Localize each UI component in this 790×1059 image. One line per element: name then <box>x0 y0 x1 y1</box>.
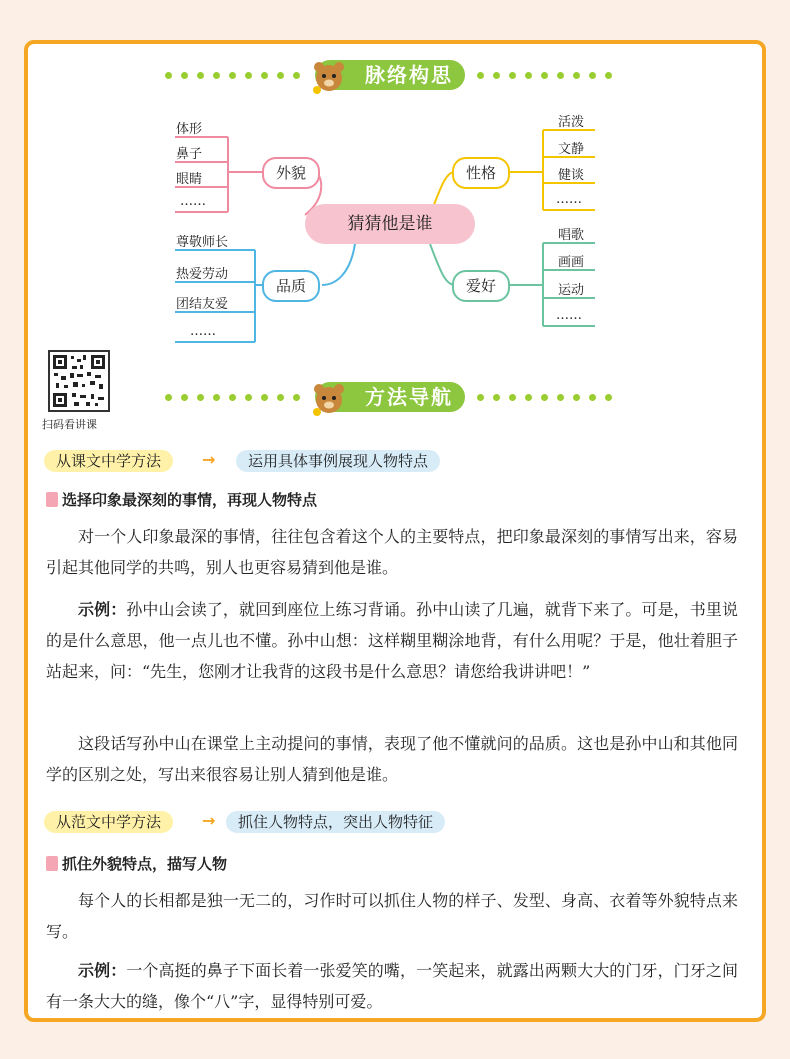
qr-icon <box>50 352 108 410</box>
method1-subhead <box>46 489 317 510</box>
leaf-quality-2: 热爱劳动 <box>176 267 229 282</box>
method1-example-label: 示例： <box>78 600 127 619</box>
method2-arrow-icon: → <box>202 811 216 830</box>
leaf-personality-4: …… <box>556 192 582 207</box>
node-hobby: 爱好 <box>452 270 510 302</box>
leaf-quality-3: 团结友爱 <box>176 297 229 312</box>
mindmap-center: 猜猜他是谁 <box>305 204 475 244</box>
method2-example <box>46 955 738 1017</box>
leaf-personality-1: 活泼 <box>558 115 585 130</box>
method1-example <box>46 594 738 687</box>
method2-source: 从范文中学方法 <box>44 811 173 833</box>
bear-icon <box>309 378 349 418</box>
leaf-appearance-4: …… <box>180 194 206 209</box>
leaf-hobby-1: 唱歌 <box>558 228 585 243</box>
node-quality: 品质 <box>262 270 320 302</box>
leaf-quality-4: …… <box>190 324 216 339</box>
dots-left-2 <box>165 394 300 402</box>
leaf-personality-3: 健谈 <box>558 168 585 183</box>
method1-arrow-icon: → <box>202 450 216 469</box>
method2-example-label: 示例： <box>78 961 127 980</box>
method2-subhead <box>46 853 227 874</box>
mindmap-title-text: 脉络构思 <box>365 63 453 87</box>
node-personality: 性格 <box>452 157 510 189</box>
leaf-hobby-3: 运动 <box>558 283 585 298</box>
method1-subhead-text: 选择印象最深刻的事情，再现人物特点 <box>62 491 318 509</box>
method1-example-text: 孙中山会读了，就回到座位上练习背诵。孙中山读了几遍，就背下来了。可是，书里说的是什么意思，他一点儿也不懂。孙中山想：这样糊里糊涂地背，有什么用呢？于是，他壮着胆子站起来，问：“先生，您刚才让我背的这段书是什么意思？请您给我讲讲吧！” <box>46 600 738 681</box>
method1-paragraph-3: 这段话写孙中山在课堂上主动提问的事情，表现了他不懂就问的品质。这也是孙中山和其他同学的区别之处，写出来很容易让别人猜到他是谁。 <box>46 734 738 784</box>
leaf-hobby-2: 画画 <box>558 255 585 270</box>
method2-target: 抓住人物特点，突出人物特征 <box>226 811 445 833</box>
leaf-quality-1: 尊敬师长 <box>176 235 229 250</box>
method2-subhead-text: 抓住外貌特点，描写人物 <box>62 855 228 873</box>
bookmark-icon <box>46 856 58 871</box>
leaf-appearance-1: 体形 <box>176 122 203 137</box>
method1-target: 运用具体事例展现人物特点 <box>236 450 440 472</box>
leaf-hobby-4: …… <box>556 308 582 323</box>
method-title-text: 方法导航 <box>365 385 453 409</box>
method2-paragraph-1: 每个人的长相都是独一无二的，习作时可以抓住人物的样子、发型、身高、衣着等外貌特点来写。 <box>46 891 738 941</box>
leaf-personality-2: 文静 <box>558 142 585 157</box>
method-banner <box>165 380 625 416</box>
bookmark-icon <box>46 492 58 507</box>
dots-right-2 <box>477 394 612 402</box>
node-appearance: 外貌 <box>262 157 320 189</box>
qr-caption: 扫码看讲课 <box>42 418 97 431</box>
method1-paragraph-1: 对一个人印象最深的事情，往往包含着这个人的主要特点，把印象最深刻的事情写出来，容易引起其他同学的共鸣，别人也更容易猜到他是谁。 <box>46 527 738 577</box>
leaf-appearance-3: 眼睛 <box>176 172 203 187</box>
mindmap-lines <box>0 0 790 360</box>
qr-code[interactable] <box>48 350 110 412</box>
method2-example-text: 一个高挺的鼻子下面长着一张爱笑的嘴，一笑起来，就露出两颗大大的门牙，门牙之间有一条大大的缝，像个“八”字，显得特别可爱。 <box>46 961 738 1011</box>
leaf-appearance-2: 鼻子 <box>176 147 203 162</box>
method1-source: 从课文中学方法 <box>44 450 173 472</box>
method-title <box>315 382 465 412</box>
